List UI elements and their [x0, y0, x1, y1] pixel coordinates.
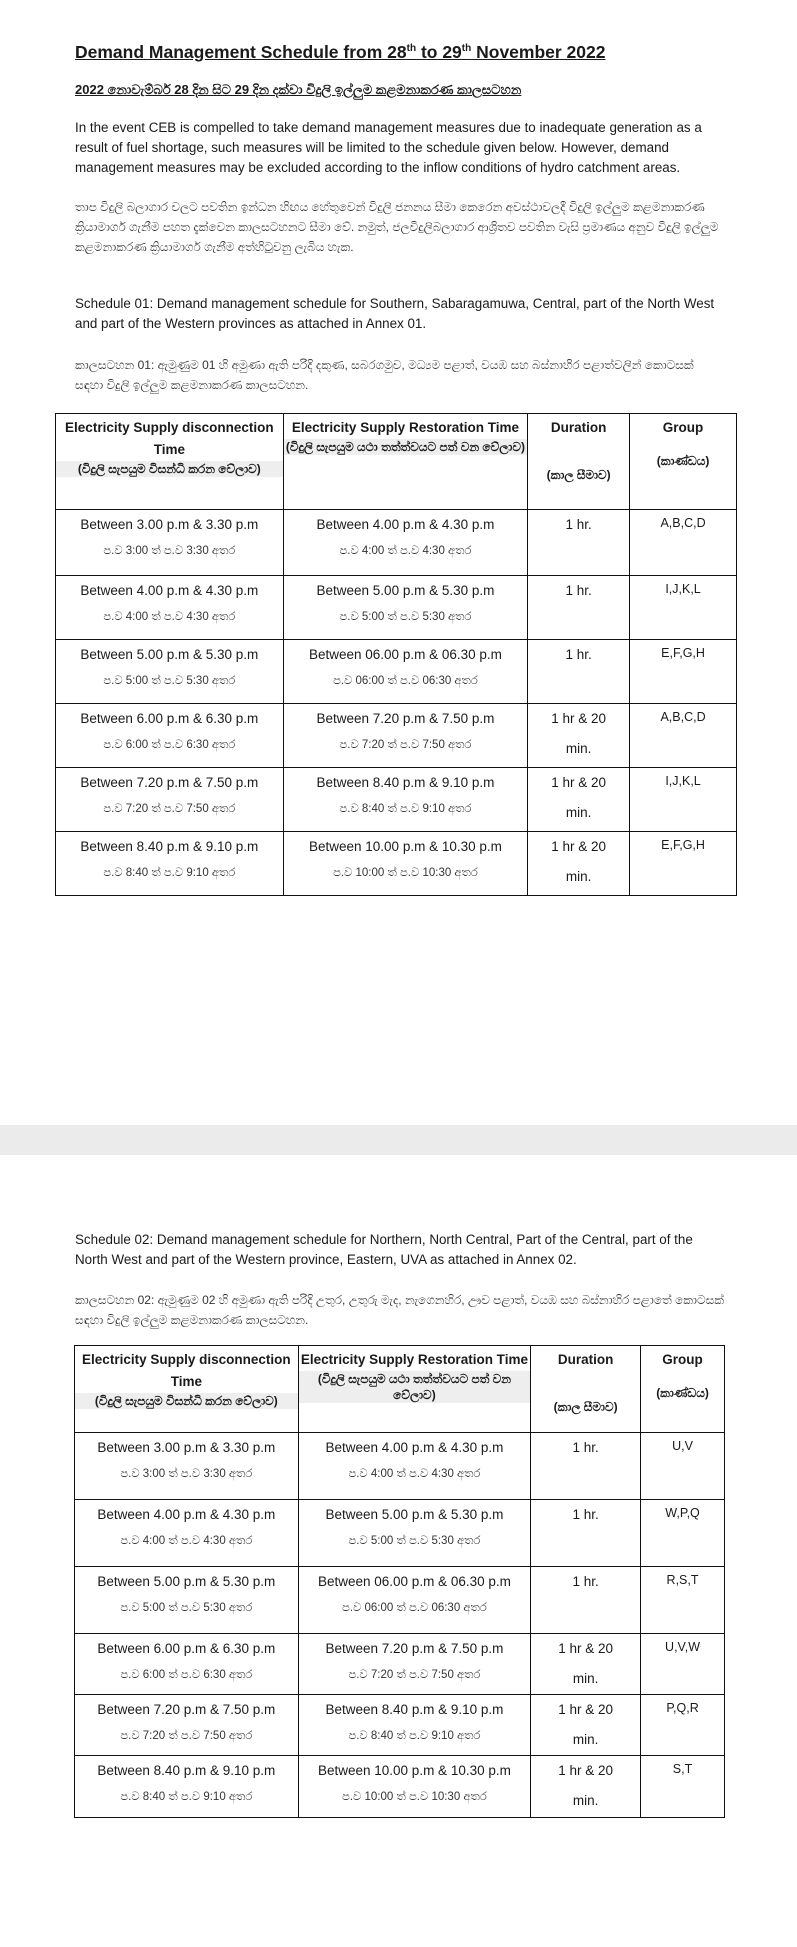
duration-text: 1 hr & 20: [558, 1702, 614, 1717]
group-cell: [630, 576, 737, 640]
disconnection-text: ප.ව 5:00 ත් ප.ව 5:30 අතර: [120, 1602, 253, 1614]
group-cell: [641, 1756, 725, 1818]
disconnection-text: ප.ව 7:20 ත් ප.ව 7:50 අතර: [120, 1730, 253, 1742]
group-text: E,F,G,H: [661, 838, 705, 852]
disconnection-text: Between 8.40 p.m & 9.10 p.m: [80, 839, 259, 854]
disconnection-text: ප.ව 3:00 ත් ප.ව 3:30 අතර: [120, 1468, 253, 1480]
header-disconnection: Electricity Supply disconnection Time (විදුලි සැපයුම විසන්ධි කරන වේලාව): [56, 414, 284, 510]
restoration-cell: [298, 1634, 531, 1695]
duration-cell: [531, 1433, 641, 1500]
table-row: [56, 704, 737, 768]
restoration-cell: [283, 704, 528, 768]
restoration-text: ප.ව 8:40 ත් ප.ව 9:10 අතර: [348, 1730, 481, 1742]
duration-text: min.: [565, 805, 592, 820]
restoration-text: Between 4.00 p.m & 4.30 p.m: [325, 1440, 504, 1455]
duration-text: 1 hr.: [572, 1440, 599, 1455]
restoration-text: Between 06.00 p.m & 06.30 p.m: [317, 1574, 511, 1589]
disconnection-text: ප.ව 8:40 ත් ප.ව 9:10 අතර: [103, 867, 236, 879]
disconnection-text: ප.ව 6:00 ත් ප.ව 6:30 අතර: [103, 739, 236, 751]
disconnection-cell: [75, 1695, 299, 1756]
disconnection-text: Between 4.00 p.m & 4.30 p.m: [97, 1507, 276, 1522]
group-cell: [641, 1433, 725, 1500]
group-cell: [630, 768, 737, 832]
group-cell: [630, 832, 737, 896]
group-text: R,S,T: [666, 1573, 699, 1587]
restoration-text: ප.ව 10:00 ත් ප.ව 10:30 අතර: [333, 867, 478, 879]
duration-cell: [531, 1634, 641, 1695]
disconnection-text: Between 3.00 p.m & 3.30 p.m: [80, 517, 259, 532]
duration-cell: [528, 704, 630, 768]
table-row: [75, 1634, 725, 1695]
disconnection-text: ප.ව 8:40 ත් ප.ව 9:10 අතර: [120, 1791, 253, 1803]
disconnection-cell: [56, 704, 284, 768]
disconnection-cell: [56, 510, 284, 576]
disconnection-cell: [56, 832, 284, 896]
disconnection-text: ප.ව 7:20 ත් ප.ව 7:50 අතර: [103, 803, 236, 815]
disconnection-text: Between 5.00 p.m & 5.30 p.m: [80, 647, 259, 662]
restoration-text: ප.ව 06:00 ත් ප.ව 06:30 අතර: [342, 1602, 487, 1614]
duration-text: min.: [565, 741, 592, 756]
intro-paragraph-sinhala: තාප විදුලි බලාගාර වලට පවතින ඉන්ධන හිඟය හේතුවෙන් විදුලි ජනනය සීමා කෙරෙන අවස්ථාවලදී විදුලි ඉල්ලුම කළමනාකරණ ක්‍රියාමාර්ග ගැනීම පහත දැක්වෙන කාලසටහනට සීමා වේ. නමුත්, ජලවිදුලිබලාගාර ආශ්‍රිතව පවතින වැසි ප්‍රමාණය අනුව විදුලි ඉල්ලුම කළමනාකරණ ක්‍රියාමාර්ග ගැනීම අත්හිටුවනු ලැබිය හැක.: [75, 200, 719, 254]
duration-text: 1 hr & 20: [558, 1763, 614, 1778]
header-group: Group (කාණ්ඩය): [641, 1346, 725, 1433]
restoration-text: ප.ව 7:20 ත් ප.ව 7:50 අතර: [339, 739, 472, 751]
disconnection-cell: [75, 1500, 299, 1567]
duration-cell: [528, 510, 630, 576]
restoration-text: Between 06.00 p.m & 06.30 p.m: [309, 647, 502, 662]
duration-text: min.: [572, 1793, 599, 1808]
restoration-text: Between 10.00 p.m & 10.30 p.m: [309, 839, 502, 854]
restoration-text: ප.ව 4:00 ත් ප.ව 4:30 අතර: [339, 545, 472, 557]
disconnection-cell: [75, 1634, 299, 1695]
restoration-text: ප.ව 06:00 ත් ප.ව 06:30 අතර: [333, 675, 478, 687]
restoration-text: ප.ව 8:40 ත් ප.ව 9:10 අතර: [339, 803, 472, 815]
table-row: [75, 1500, 725, 1567]
disconnection-cell: [75, 1567, 299, 1634]
table-row: [56, 640, 737, 704]
disconnection-cell: [56, 768, 284, 832]
group-text: U,V: [672, 1439, 693, 1453]
restoration-cell: [298, 1433, 531, 1500]
page-title: Demand Management Schedule from 28th to 29th November 2022: [75, 42, 606, 62]
header-restoration: Electricity Supply Restoration Time (විදුලි සැපයුම යථා තත්ත්වයට පත් වන වේලාව): [283, 414, 528, 510]
table-row: [75, 1695, 725, 1756]
duration-text: 1 hr.: [565, 517, 592, 532]
restoration-cell: [283, 510, 528, 576]
restoration-text: Between 10.00 p.m & 10.30 p.m: [317, 1763, 511, 1778]
group-text: I,J,K,L: [665, 582, 701, 596]
sinhala-title: 2022 නොවැම්බර් 28 දින සිට 29 දින දක්වා විදුලි ඉල්ලුම කළමනාකරණ කාලසටහන: [75, 82, 522, 97]
group-cell: [630, 510, 737, 576]
restoration-text: Between 7.20 p.m & 7.50 p.m: [316, 711, 495, 726]
page-separator: [0, 1125, 797, 1155]
restoration-text: ප.ව 10:00 ත් ප.ව 10:30 අතර: [342, 1791, 487, 1803]
group-cell: [630, 640, 737, 704]
schedule2-caption: Schedule 02: Demand management schedule for Northern, North Central, Part of the Central, part of the North West and part of the Western province, Eastern, UVA as attached in Annex 02.: [75, 1232, 693, 1267]
header-restoration: Electricity Supply Restoration Time (විදුලි සැපයුම යථා තත්ත්වයට පත් වන වේලාව): [298, 1346, 531, 1433]
restoration-text: ප.ව 5:00 ත් ප.ව 5:30 අතර: [348, 1535, 481, 1547]
restoration-text: Between 8.40 p.m & 9.10 p.m: [325, 1702, 504, 1717]
page-2: [0, 1155, 797, 1947]
duration-cell: [531, 1567, 641, 1634]
duration-text: 1 hr & 20: [551, 839, 607, 854]
group-text: P,Q,R: [666, 1701, 699, 1715]
group-cell: [641, 1634, 725, 1695]
disconnection-text: ප.ව 6:00 ත් ප.ව 6:30 අතර: [120, 1669, 253, 1681]
disconnection-text: Between 6.00 p.m & 6.30 p.m: [80, 711, 259, 726]
restoration-text: Between 5.00 p.m & 5.30 p.m: [316, 583, 495, 598]
intro-paragraph: In the event CEB is compelled to take demand management measures due to inadequate generation as a result of fuel shortage, such measures will be limited to the schedule given below. However, demand management measures may be excluded according to the inflow conditions of hydro catchment areas.: [75, 120, 702, 175]
duration-text: 1 hr.: [572, 1574, 599, 1589]
group-text: W,P,Q: [665, 1506, 700, 1520]
group-cell: [641, 1567, 725, 1634]
disconnection-text: ප.ව 5:00 ත් ප.ව 5:30 අතර: [103, 675, 236, 687]
group-text: I,J,K,L: [665, 774, 701, 788]
duration-text: 1 hr.: [565, 583, 592, 598]
restoration-text: Between 4.00 p.m & 4.30 p.m: [316, 517, 495, 532]
group-text: E,F,G,H: [661, 646, 705, 660]
restoration-text: ප.ව 5:00 ත් ප.ව 5:30 අතර: [339, 611, 472, 623]
table-header-row: [75, 1346, 725, 1433]
table-row: [56, 576, 737, 640]
duration-cell: [528, 768, 630, 832]
restoration-cell: [298, 1756, 531, 1818]
restoration-cell: [298, 1567, 531, 1634]
disconnection-text: Between 5.00 p.m & 5.30 p.m: [97, 1574, 276, 1589]
restoration-text: Between 8.40 p.m & 9.10 p.m: [316, 775, 495, 790]
table-header-row: [56, 414, 737, 510]
header-disconnection: Electricity Supply disconnection Time (විදුලි සැපයුම විසන්ධි කරන වේලාව): [75, 1346, 299, 1433]
duration-cell: [531, 1500, 641, 1567]
table-row: [75, 1567, 725, 1634]
group-text: A,B,C,D: [660, 516, 706, 530]
header-group: Group (කාණ්ඩය): [630, 414, 737, 510]
disconnection-cell: [56, 640, 284, 704]
duration-text: min.: [565, 869, 592, 884]
duration-text: min.: [572, 1732, 599, 1747]
group-text: U,V,W: [665, 1640, 701, 1654]
duration-cell: [531, 1756, 641, 1818]
disconnection-text: Between 8.40 p.m & 9.10 p.m: [97, 1763, 276, 1778]
header-duration: Duration (කාල සීමාව): [528, 414, 630, 510]
restoration-cell: [298, 1695, 531, 1756]
disconnection-cell: [56, 576, 284, 640]
disconnection-cell: [75, 1756, 299, 1818]
disconnection-text: Between 7.20 p.m & 7.50 p.m: [97, 1702, 276, 1717]
disconnection-text: Between 3.00 p.m & 3.30 p.m: [97, 1440, 276, 1455]
restoration-text: ප.ව 4:00 ත් ප.ව 4:30 අතර: [348, 1468, 481, 1480]
duration-text: min.: [572, 1671, 599, 1686]
schedule1-caption: Schedule 01: Demand management schedule for Southern, Sabaragamuwa, Central, part of the North West and part of the Western provinces as attached in Annex 01.: [75, 296, 715, 331]
duration-text: 1 hr.: [565, 647, 592, 662]
duration-cell: [531, 1695, 641, 1756]
disconnection-text: Between 7.20 p.m & 7.50 p.m: [80, 775, 259, 790]
disconnection-text: Between 4.00 p.m & 4.30 p.m: [80, 583, 259, 598]
table-row: [56, 768, 737, 832]
duration-text: 1 hr & 20: [551, 775, 607, 790]
header-duration: Duration (කාල සීමාව): [531, 1346, 641, 1433]
restoration-cell: [283, 576, 528, 640]
restoration-cell: [283, 832, 528, 896]
group-cell: [641, 1500, 725, 1567]
table-row: [75, 1756, 725, 1818]
group-cell: [630, 704, 737, 768]
schedule1-caption-sinhala: කාලසටහන 01: ඇමුණුම 01 හි අමුණා ඇති පරිදි දකුණ, සබරගමුව, මධ්‍යම පළාත්, වයඹ සහ බස්නාහිර පළාත්වලින් කොටසක් සඳහා විදුලි ඉල්ලුම කළමනාකරණ කාලසටහන.: [75, 358, 694, 392]
group-text: S,T: [672, 1762, 693, 1776]
disconnection-text: ප.ව 4:00 ත් ප.ව 4:30 අතර: [103, 611, 236, 623]
table-row: [56, 510, 737, 576]
restoration-cell: [283, 640, 528, 704]
duration-text: 1 hr & 20: [558, 1641, 614, 1656]
group-text: A,B,C,D: [660, 710, 706, 724]
disconnection-text: ප.ව 4:00 ත් ප.ව 4:30 අතර: [120, 1535, 253, 1547]
duration-text: 1 hr.: [572, 1507, 599, 1522]
disconnection-cell: [75, 1433, 299, 1500]
disconnection-text: Between 6.00 p.m & 6.30 p.m: [97, 1641, 276, 1656]
schedule2-caption-sinhala: කාලසටහන 02: ඇමුණුම 02 හි අමුණා ඇති පරිදි උතුර, උතුරු මැද, නැගෙනහිර, ඌව පළාත්, වයඹ සහ බස්නාහිර පළාතේ කොටසක් සඳහා විදුලි ඉල්ලුම කළමනාකරණ කාලසටහන.: [75, 1293, 724, 1327]
schedule1-table: [55, 413, 737, 896]
duration-cell: [528, 576, 630, 640]
restoration-cell: [283, 768, 528, 832]
restoration-text: Between 7.20 p.m & 7.50 p.m: [325, 1641, 504, 1656]
duration-cell: [528, 640, 630, 704]
duration-text: 1 hr & 20: [551, 711, 607, 726]
restoration-text: ප.ව 7:20 ත් ප.ව 7:50 අතර: [348, 1669, 481, 1681]
schedule2-table: [74, 1345, 725, 1818]
table-row: [75, 1433, 725, 1500]
table-row: [56, 832, 737, 896]
group-cell: [641, 1695, 725, 1756]
duration-cell: [528, 832, 630, 896]
restoration-text: Between 5.00 p.m & 5.30 p.m: [325, 1507, 504, 1522]
restoration-cell: [298, 1500, 531, 1567]
disconnection-text: ප.ව 3:00 ත් ප.ව 3:30 අතර: [103, 545, 236, 557]
